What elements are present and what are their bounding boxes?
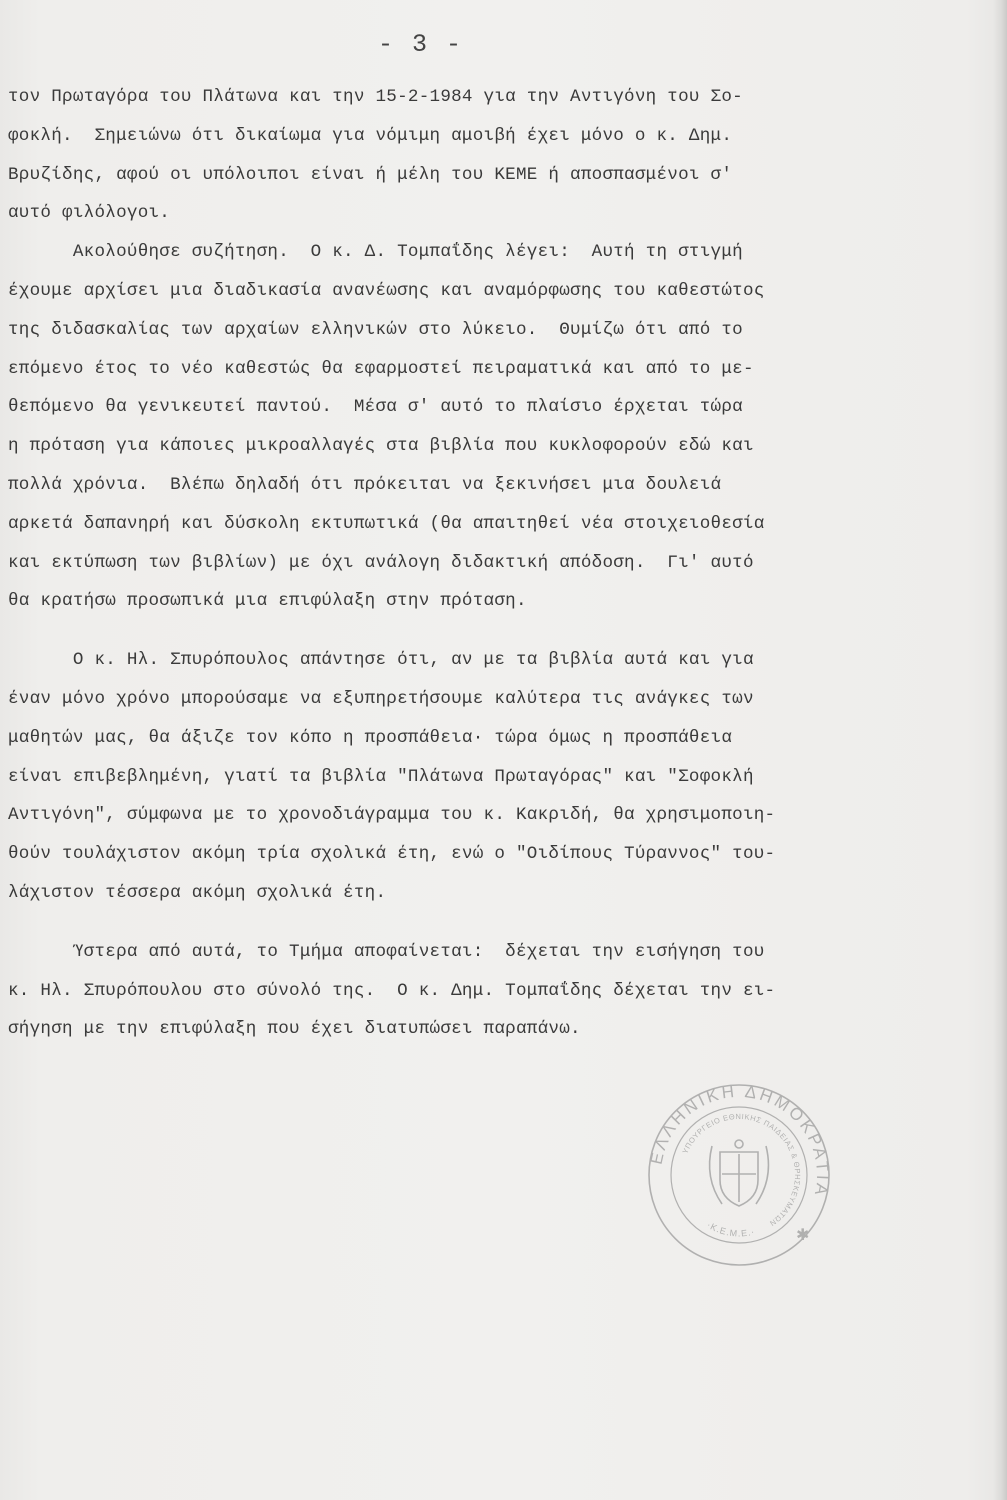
text-line: επόμενο έτος το νέο καθεστώς θα εφαρμοστεί πειραματικά και από το με- xyxy=(8,358,754,379)
paragraph-start-line: Ύστερα από αυτά, το Τμήμα αποφαίνεται: δέχεται την εισήγηση του xyxy=(8,941,765,962)
text-line: αρκετά δαπανηρή και δύσκολη εκτυπωτικά (θα απαιτηθεί νέα στοιχειοθεσία xyxy=(8,513,765,534)
text-line: θούν τουλάχιστον ακόμη τρία σχολικά έτη, ενώ ο "Οιδίπους Τύραννος" του- xyxy=(8,844,776,865)
text-line: η πρόταση για κάποιες μικροαλλαγές στα βιβλία που κυκλοφορούν εδώ και xyxy=(8,436,754,457)
text-line: σήγηση με την επιφύλαξη που έχει διατυπώσει παραπάνω. xyxy=(8,1019,581,1040)
text-line: θα κρατήσω προσωπικά μια επιφύλαξη στην πρόταση. xyxy=(8,591,527,612)
text-line: πολλά χρόνια. Βλέπω δηλαδή ότι πρόκειται να ξεκινήσει μια δουλειά xyxy=(8,474,722,495)
text-line: έχουμε αρχίσει μια διαδικασία ανανέωσης και αναμόρφωσης του καθεστώτος xyxy=(8,280,765,301)
page-edge-shadow xyxy=(993,0,1007,1500)
paragraph-gap xyxy=(8,621,968,641)
seal-outer-text: ΕΛΛΗΝΙΚΗ ΔΗΜΟΚΡΑΤΙΑ xyxy=(646,1082,832,1200)
text-line: της διδασκαλίας των αρχαίων ελληνικών στο λύκειο. Θυμίζω ότι από το xyxy=(8,319,743,340)
seal-bottom-text: ·Κ.Ε.Μ.Ε.· xyxy=(705,1219,757,1239)
official-seal-stamp xyxy=(646,1082,832,1268)
seal-inner-text: ΥΠΟΥΡΓΕΙΟ ΕΘΝΙΚΗΣ ΠΑΙΔΕΙΑΣ & ΘΡΗΣΚΕΥΜΑΤΩΝ xyxy=(680,1111,803,1229)
text-line: λάχιστον τέσσερα ακόμη σχολικά έτη. xyxy=(8,882,387,903)
paragraph-start-line: Ακολούθησε συζήτηση. Ο κ. Δ. Τομπαΐδης λέγει: Αυτή τη στιγμή xyxy=(8,242,743,263)
text-line: κ. Ηλ. Σπυρόπουλου στο σύνολό της. Ο κ. Δημ. Τομπαΐδης δέχεται την ει- xyxy=(8,980,776,1001)
text-line: Αντιγόνη", σύμφωνα με το χρονοδιάγραμμα του κ. Κακριδή, θα χρησιμοποιη- xyxy=(8,805,776,826)
star-icon: ✱ xyxy=(796,1227,810,1244)
text-line: φοκλή. Σημειώνω ότι δικαίωμα για νόμιμη αμοιβή έχει μόνο ο κ. Δημ. xyxy=(8,125,733,146)
text-line: θεπόμενο θα γενικευτεί παντού. Μέσα σ' αυτό το πλαίσιο έρχεται τώρα xyxy=(8,397,743,418)
coat-of-arms-icon xyxy=(710,1140,769,1206)
page-number: - 3 - xyxy=(378,30,464,59)
text-line: έναν μόνο χρόνο μπορούσαμε να εξυπηρετήσουμε καλύτερα τις ανάγκες των xyxy=(8,688,754,709)
text-line: είναι επιβεβλημένη, γιατί τα βιβλία "Πλάτωνα Πρωταγόρας" και "Σοφοκλή xyxy=(8,766,754,787)
document-body xyxy=(8,78,968,1049)
text-line: Βρυζίδης, αφού οι υπόλοιποι είναι ή μέλη του ΚΕΜΕ ή αποσπασμένοι σ' xyxy=(8,164,733,185)
text-line: μαθητών μας, θα άξιζε τον κόπο η προσπάθεια· τώρα όμως η προσπάθεια xyxy=(8,727,733,748)
text-line: και εκτύπωση των βιβλίων) με όχι ανάλογη διδακτική απόδοση. Γι' αυτό xyxy=(8,552,754,573)
text-line: τον Πρωταγόρα του Πλάτωνα και την 15-2-1984 για την Αντιγόνη του Σο- xyxy=(8,87,743,107)
paragraph-gap xyxy=(8,913,968,933)
paragraph-start-line: Ο κ. Ηλ. Σπυρόπουλος απάντησε ότι, αν με τα βιβλία αυτά και για xyxy=(8,650,754,671)
text-line: αυτό φιλόλογοι. xyxy=(8,203,171,224)
